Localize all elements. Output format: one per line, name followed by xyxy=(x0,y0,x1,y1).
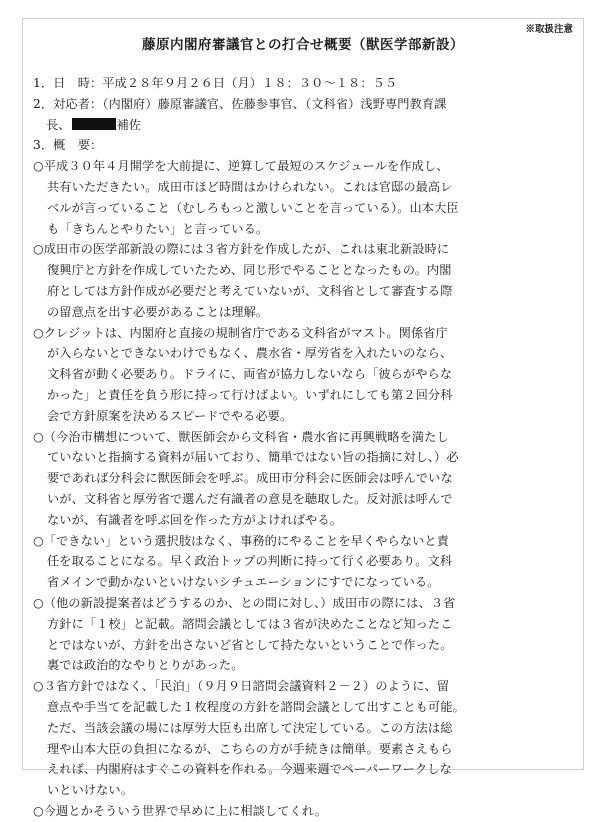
item-attendees-line1: 2．対応者：（内閣府）藤原審議官、佐藤参事官、（文科省）浅野専門教育課 xyxy=(33,96,447,111)
paragraph-line: の留意点を出す必要があることは理解。 xyxy=(47,304,269,319)
paragraph-line: 省メインで動かないといけないシチュエーションにすでになっている。 xyxy=(47,575,440,590)
paragraph-line: 府としては方針作成が必要だと考えていないが、文科省として審査する際 xyxy=(47,283,453,298)
paragraph-line: ないが、有識者を呼ぶ回を作った方がよければやる。 xyxy=(47,512,342,527)
paragraph-line: 裏では政治的なやりとりがあった。 xyxy=(47,658,244,673)
paragraph-line: ていないと指摘する資料が届いており、簡単ではない旨の指摘に対し、）必 xyxy=(47,450,459,465)
paragraph-line: ○今週とかそういう世界で早めに上に相談してくれ。 xyxy=(33,803,328,818)
paragraph-line: 文科省が動く必要あり。ドライに、両省が協力しないなら「彼らがやらな xyxy=(47,367,453,382)
paragraph-line: ○成田市の医学部新設の際には３省方針を作成したが、これは東北新設時に xyxy=(33,242,450,257)
paragraph-line: ただ、当該会議の場には厚労大臣も出席して決定している。この方法は総 xyxy=(47,720,453,735)
redaction-block xyxy=(72,118,116,130)
summary-paragraph xyxy=(33,156,578,239)
paragraph-line: 要であれば分科会に獣医師会を呼ぶ。成田市分科会に医師会は呼んでいな xyxy=(47,471,453,486)
paragraph-line: 理や山本大臣の負担になるが、こちらの方が手続きは簡単。要素さえもら xyxy=(47,741,453,756)
summary-paragraph xyxy=(33,427,578,531)
paragraph-line: ○（他の新設提案者はどうするのか、との問に対し、）成田市の際には、３省 xyxy=(33,595,456,610)
paragraph-line: 意点や手当てを記載した１枚程度の方針を諮問会議として出すことも可能。 xyxy=(47,699,465,714)
paragraph-line: ベルが言っていること（むしろもっと激しいことを言っている）。山本大臣 xyxy=(47,200,459,215)
paragraph-line: かった」と責任を負う形に持って行けばよい。いずれにしても第２回分科 xyxy=(47,387,453,402)
paragraph-line: いが、文科省と厚労省で選んだ有識者の意見を聴取した。反対派は呼んで xyxy=(47,491,453,506)
summary-paragraph xyxy=(33,801,578,822)
item-summary-heading: 3．概 要： xyxy=(33,138,103,153)
paragraph-line: 会で方針原案を決めるスピードでやる必要。 xyxy=(47,408,293,423)
document-page xyxy=(22,18,584,818)
summary-paragraph xyxy=(33,531,578,593)
document-body xyxy=(33,73,578,822)
paragraph-line: ○（今治市構想について、獣医師会から文科省・農水省に再興戦略を満たし xyxy=(33,429,449,444)
attendees-suffix: 補佐 xyxy=(116,117,142,132)
paragraph-line: 方針に「１校」と記載。諮問会議としては３省が決めたことなど知ったこ xyxy=(47,616,453,631)
paragraph-line: 復興庁と方針を作成していたため、同じ形でやることとなったもの。内閣 xyxy=(47,263,452,278)
paragraph-line: いといけない。 xyxy=(47,783,134,798)
paragraph-line: ○３省方針ではなく、「民泊」（９月９日諮問会議資料２－２）のように、留 xyxy=(33,679,450,694)
item-datetime: 1．日 時：平成２８年９月２６日（月）１８：３０～１８：５５ xyxy=(33,76,398,90)
summary-paragraph xyxy=(33,239,578,322)
paragraph-line: ○平成３０年４月開学を大前提に、逆算して最短のスケジュールを作成し、 xyxy=(33,159,449,174)
summary-paragraph xyxy=(33,593,578,676)
document-title: 藤原内閣府審議官との打合せ概要（獣医学部新設） xyxy=(142,37,464,53)
attendees-prefix: 長、 xyxy=(46,117,71,132)
paragraph-line: ○「できない」という選択肢はなく、事務的にやることを早くやらないと責 xyxy=(33,533,449,548)
paragraph-line: が入らないとできないわけでもなく、農水省・厚労省を入れたいのなら、 xyxy=(47,346,453,361)
summary-paragraph xyxy=(33,676,578,801)
paragraph-line: ○クレジットは、内閣府と直接の規制省庁である文科省がマスト。関係省庁 xyxy=(33,325,448,340)
paragraph-line: えれば、内閣府はすぐこの資料を作れる。今週来週でペーパーワークしな xyxy=(47,762,452,777)
paragraph-line: とではないが、方針を出さないど省として持たないということで作った。 xyxy=(47,637,453,652)
paragraph-line: 任を取ることになる。早く政治トップの判断に持って行く必要あり。文科 xyxy=(47,554,453,569)
confidential-notice: ※取扱注意 xyxy=(525,24,573,35)
paragraph-line: も「きちんとやりたい」と言っている。 xyxy=(47,221,269,236)
summary-paragraphs xyxy=(33,156,578,822)
item-attendees-line2 xyxy=(33,115,578,136)
paragraph-line: 共有いただきたい。成田市ほど時間はかけられない。これは官邸の最高レ xyxy=(47,179,453,194)
summary-paragraph xyxy=(33,323,578,427)
